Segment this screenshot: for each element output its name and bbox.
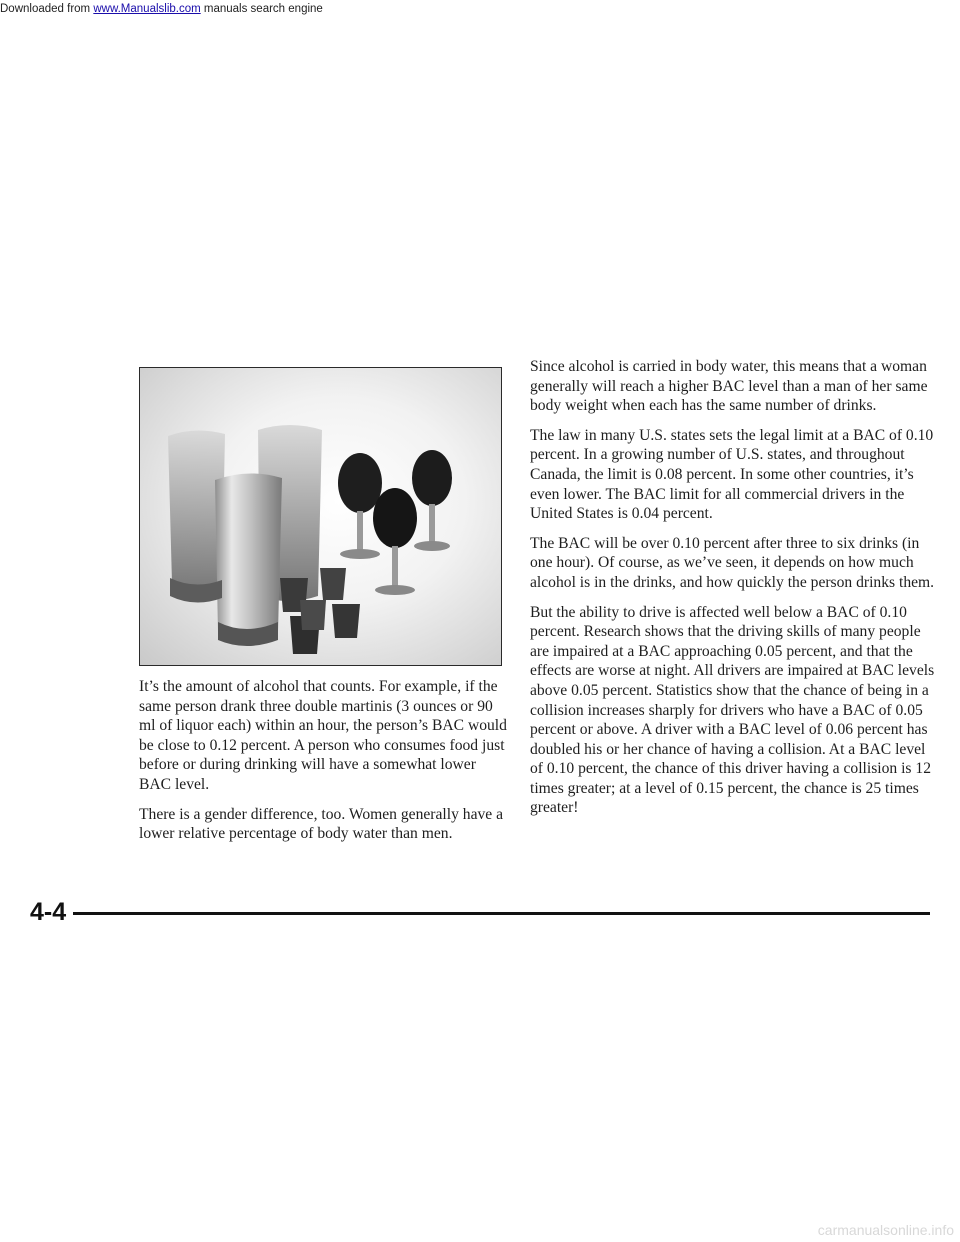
paragraph-legal-limit: The law in many U.S. states sets the legal limit at a BAC of 0.10 percent. In a growing number of U.S. states, and throughout Canada, the limit is 0.08 percent. In some other countries, it’s even lower. The BAC limit for all commercial drivers in the United States is 0.04 percent. [530, 426, 934, 523]
paragraph-driving-ability: But the ability to drive is affected well below a BAC of 0.10 percent. Research shows that the driving skills of many people are impaired at a BAC approaching 0.05 percent, and that the effects are worse at night. All drivers are impaired at BAC levels above 0.05 percent. Statistics show that the chance of being in a collision increases sharply for drivers who have a BAC of 0.05 percent or above. A driver with a BAC level of 0.06 percent has doubled his or her chance of having a collision. At a BAC level of 0.10 percent, the chance of this driver having a collision is 12 times greater; at a level of 0.15 percent, the chance is 25 times greater! [530, 603, 935, 817]
paragraph-three-to-six-drinks: The BAC will be over 0.10 percent after three to six drinks (in one hour). Of course, as we’ve seen, it depends on how much alcohol is in the drinks, and how quickly the person drinks them. [530, 534, 935, 591]
paragraph-amount-of-alcohol: It’s the amount of alcohol that counts. For example, if the same person drank three double martinis (3 ounces or 90 ml of liquor each) within an hour, the person’s BAC would be close to 0.12 percent. A person who consumes food just before or during drinking will have a somewhat lower BAC level. [139, 678, 507, 793]
manualslib-link[interactable]: www.Manualslib.com [93, 3, 201, 15]
alcoholic-drinks-photo [139, 367, 502, 666]
left-text-column [139, 677, 509, 854]
paragraph-gender-difference: There is a gender difference, too. Women generally have a lower relative percentage of body water than men. [139, 805, 504, 843]
page-number: 4-4 [30, 898, 67, 926]
footer-divider [73, 912, 930, 915]
banner-suffix: manuals search engine [200, 3, 323, 15]
right-text-column [530, 357, 940, 828]
download-banner [0, 0, 960, 18]
banner-prefix: Downloaded from [0, 3, 94, 15]
paragraph-body-water: Since alcohol is carried in body water, this means that a woman generally will reach a higher BAC level than a man of her same body weight when each has the same number of drinks. [530, 358, 928, 415]
watermark-text: carmanualsonline.info [817, 1222, 954, 1238]
